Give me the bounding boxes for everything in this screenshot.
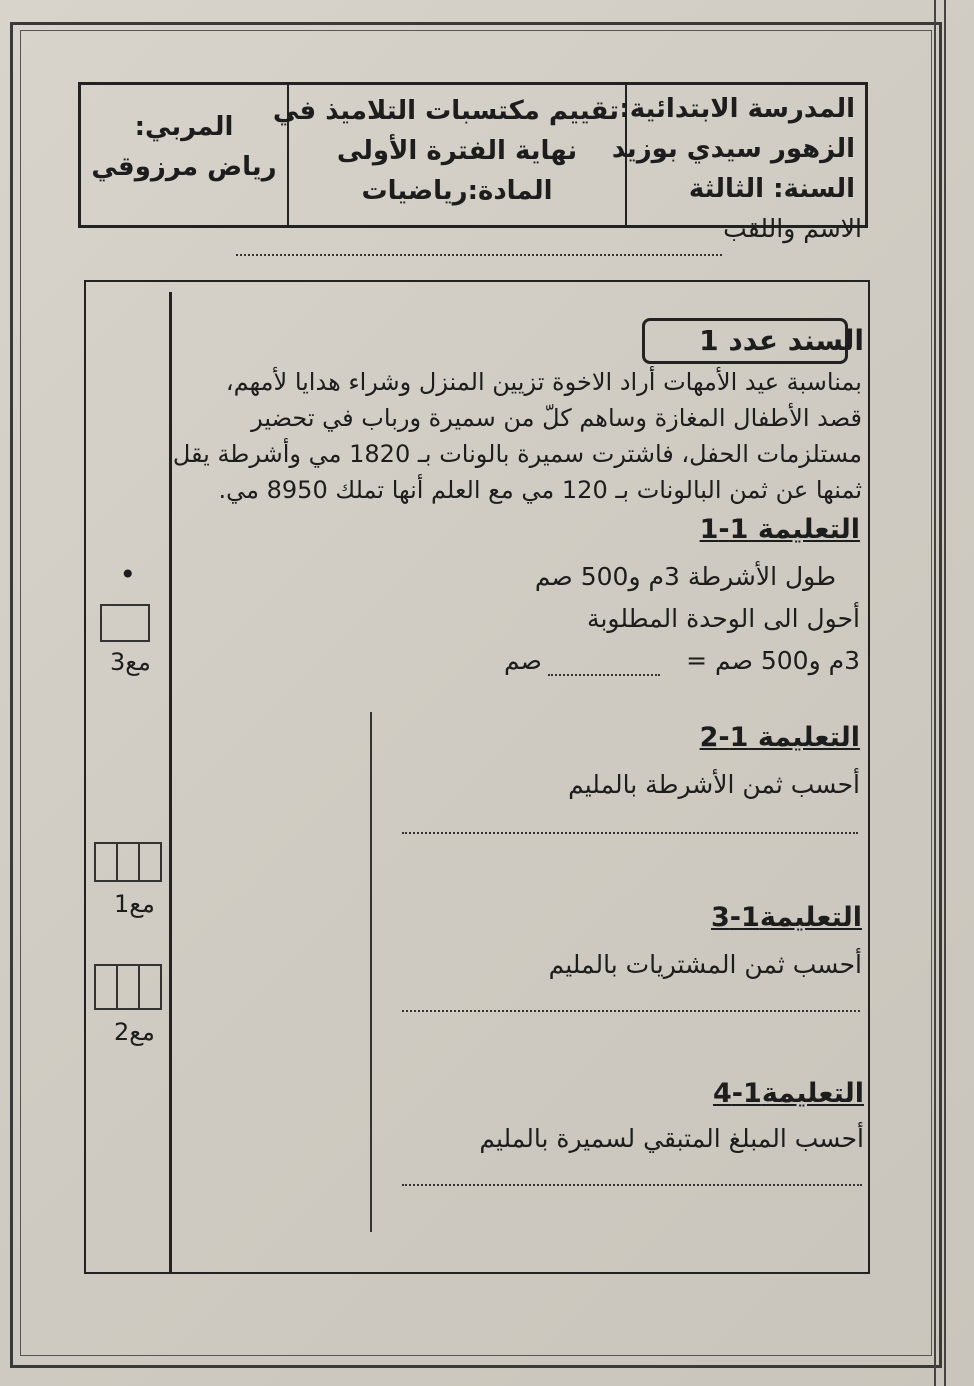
- sanad-line-4: ثمنها عن ثمن البالونات بـ 120 مي مع العلم أنها تملك 8950 مي.: [218, 476, 862, 504]
- q1-equation-unit: صم: [504, 646, 542, 675]
- bullet-dot: •: [119, 558, 136, 591]
- score-box-2[interactable]: [94, 842, 162, 882]
- student-name-label: الاسم واللقب: [723, 214, 862, 243]
- q1-bullet-text: طول الأشرطة 3م و500 صم: [534, 562, 836, 591]
- school-label: المدرسة الابتدائية:: [619, 94, 855, 124]
- teacher-label: المربي:: [134, 112, 234, 142]
- q1-equation-left: 3م و500 صم =: [686, 646, 860, 675]
- student-name-row: [236, 214, 862, 260]
- q1-answer-field[interactable]: [548, 674, 660, 676]
- school-cell: [611, 85, 865, 225]
- q3-instruction: أحسب ثمن المشتريات بالمليم: [548, 950, 862, 979]
- teacher-cell: [81, 85, 287, 225]
- school-year: السنة: الثالثة: [688, 174, 855, 204]
- score-column: [80, 292, 172, 1274]
- sanad-paragraph: [172, 364, 862, 508]
- q3-answer-field[interactable]: [402, 1010, 860, 1012]
- sanad-line-2: قصد الأطفال المغازة وساهم كلّ من سميرة ورباب في تحضير: [251, 404, 862, 432]
- q1-instruction: أحول الى الوحدة المطلوبة: [587, 604, 860, 633]
- school-name: الزهور سيدي بوزيد: [611, 134, 855, 164]
- score-cell: [138, 844, 160, 880]
- score-cell: [138, 966, 160, 1008]
- exam-subject: المادة:رياضيات: [361, 176, 553, 206]
- q4-heading: التعليمة1-4: [713, 1078, 864, 1109]
- q3-heading: التعليمة1-3: [711, 902, 862, 933]
- q1-heading: التعليمة 1-1: [699, 514, 860, 545]
- sanad-line-3: مستلزمات الحفل، فاشترت سميرة بالونات بـ 1820 مي وأشرطة يقل: [172, 440, 862, 468]
- student-name-field[interactable]: [236, 254, 722, 256]
- answer-divider: [370, 712, 372, 1232]
- score-label-1: مع3: [110, 648, 151, 676]
- title-cell: [272, 85, 625, 225]
- score-cell: [96, 966, 116, 1008]
- teacher-name: رياض مرزوقي: [91, 152, 277, 182]
- q4-instruction: أحسب المبلغ المتبقي لسميرة بالمليم: [479, 1124, 864, 1153]
- sanad-title: السند عدد 1: [699, 324, 864, 357]
- q4-answer-field[interactable]: [402, 1184, 862, 1186]
- score-cell: [116, 844, 138, 880]
- score-box-1[interactable]: [100, 604, 150, 642]
- exam-title-line1: تقييم مكتسبات التلاميذ في: [272, 96, 619, 126]
- score-box-3[interactable]: [94, 964, 162, 1010]
- q2-instruction: أحسب ثمن الأشرطة بالمليم: [568, 770, 860, 799]
- page-border-right: [934, 0, 946, 1386]
- header-table: [78, 82, 868, 228]
- score-cell: [116, 966, 138, 1008]
- score-label-3: مع2: [114, 1018, 155, 1046]
- sanad-line-1: بمناسبة عيد الأمهات أراد الاخوة تزيين المنزل وشراء هدايا لأمهم،: [225, 368, 862, 396]
- score-label-2: مع1: [114, 890, 155, 918]
- score-cell: [96, 844, 116, 880]
- exam-title-line2: نهاية الفترة الأولى: [336, 136, 578, 166]
- q2-heading: التعليمة 1-2: [699, 722, 860, 753]
- q2-answer-field[interactable]: [402, 832, 858, 834]
